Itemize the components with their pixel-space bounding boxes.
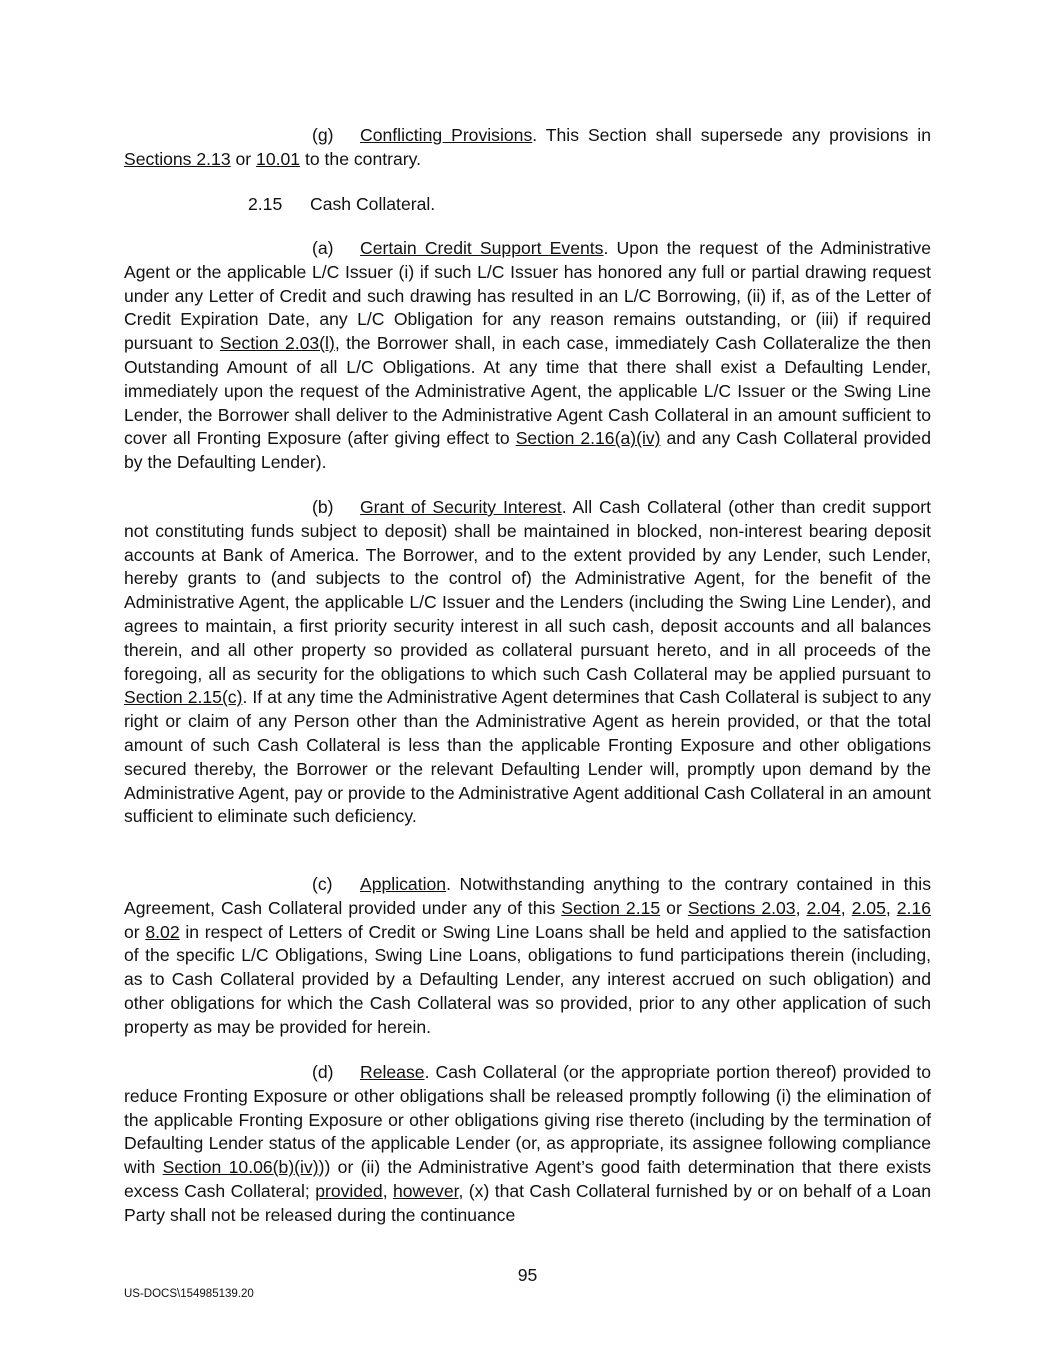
paragraph-caption: Conflicting Provisions — [360, 125, 533, 145]
paragraph-text: to the contrary. — [300, 148, 422, 169]
section-reference: Section 2.16(a)(iv) — [515, 428, 661, 449]
section-reference: Sections 2.03 — [687, 897, 796, 918]
paragraph-number: (d) — [312, 1062, 334, 1082]
paragraph-a — [124, 237, 931, 475]
section-number: 2.15 — [248, 194, 283, 214]
section-heading — [248, 193, 435, 217]
paragraph-text: )) or (ii) the Administrative Agent’s good faith determination that there exists excess Cash Collateral; — [124, 1157, 931, 1201]
paragraph-text: , (x) that Cash Collateral furnished by or on behalf of a Loan Party shall not be released during the continuance — [124, 1180, 931, 1225]
paragraph-number: (c) — [312, 874, 333, 894]
paragraph-caption: Application — [360, 874, 447, 894]
paragraph-caption: Certain Credit Support Events — [360, 238, 604, 258]
section-reference: Sections 2.13 — [124, 148, 231, 169]
section-reference: Section 10.06(b)(iv) — [162, 1157, 319, 1178]
section-title: Cash Collateral. — [310, 194, 436, 214]
document-id: US-DOCS\154985139.20 — [124, 1288, 254, 1300]
emphasis-term: provided — [315, 1180, 383, 1201]
paragraph-text: . This Section shall supersede any provisions in — [532, 125, 931, 145]
paragraph-caption: Release — [360, 1062, 425, 1082]
paragraph-g — [124, 124, 931, 172]
section-reference: Section 2.03(l) — [219, 333, 335, 354]
paragraph-text: . If at any time the Administrative Agent determines that Cash Collateral is subject to any right or claim of any Person other than the Administrative Agent as herein provided, or that the total amount of such Cash Collateral is less than the applicable Fronting Exposure and other obligations secured thereby, the Borrower or the relevant Defaulting Lender will, promptly upon demand by the Administrative Agent, pay or provide to the Administrative Agent additional Cash Collateral in an amount sufficient to eliminate such deficiency. — [124, 687, 931, 827]
paragraph-text: , — [840, 897, 852, 918]
section-reference: 8.02 — [145, 921, 180, 942]
paragraph-caption: Grant of Security Interest — [360, 497, 562, 517]
page-number: 95 — [517, 1265, 538, 1285]
paragraph-text: or — [230, 148, 257, 169]
section-reference: Section 2.15 — [561, 897, 661, 918]
section-reference: 10.01 — [256, 148, 301, 169]
paragraph-text: . Upon the request of the Administrative Agent or the applicable L/C Issuer (i) if such L/C Issuer has honored any full or partial drawing request under any Letter of Credit and such drawing has resulted in an L/C Borrowing, (ii) if, as of the Letter of Credit Expiration Date, any L/C Obligation for any reason remains outstanding, or (iii) if required pursuant to — [124, 238, 932, 354]
paragraph-d — [124, 1061, 931, 1228]
paragraph-text: , — [885, 897, 897, 918]
paragraph-b — [124, 496, 931, 829]
paragraph-text: and any Cash Collateral provided by the Defaulting Lender). — [124, 428, 931, 473]
paragraph-text: , the Borrower shall, in each case, immediately Cash Collateralize the then Outstanding Amount of all L/C Obligations. At any time that there shall exist a Defaulting Lender, immediately upon the request of the Administrative Agent, the applicable L/C Issuer or the Swing Line Lender, the Borrower shall deliver to the Administrative Agent Cash Collateral in an amount sufficient to cover all Fronting Exposure (after giving effect to — [124, 333, 931, 449]
paragraph-text: or — [124, 921, 146, 942]
paragraph-text: in respect of Letters of Credit or Swing Line Loans shall be held and applied to the satisfaction of the specific L/C Obligations, Swing Line Loans, obligations to fund participations therein (including, as to Cash Collateral provided by a Defaulting Lender, any interest accrued on such obligation) and other obligations for which the Cash Collateral was so provided, prior to any other application of such property as may be provided for herein. — [124, 921, 931, 1037]
paragraph-number: (b) — [312, 497, 334, 517]
paragraph-text: . Cash Collateral (or the appropriate portion thereof) provided to reduce Fronting Exposure or other obligations shall be released promptly following (i) the elimination of the applicable Fronting Exposure or other obligations giving rise thereto (including by the termination of Defaulting Lender status of the applicable Lender (or, as appropriate, its assignee following compliance with — [124, 1062, 931, 1178]
paragraph-c — [124, 873, 931, 1040]
paragraph-text: or — [660, 897, 688, 918]
paragraph-text: . Notwithstanding anything to the contrary contained in this Agreement, Cash Collateral provided under any of this — [124, 874, 931, 918]
section-reference: 2.16 — [896, 897, 931, 918]
section-reference: 2.05 — [851, 897, 886, 918]
paragraph-text: , — [795, 897, 807, 918]
paragraph-text: , — [382, 1180, 393, 1201]
section-reference: 2.04 — [806, 897, 841, 918]
section-reference: Section 2.15(c) — [124, 687, 243, 708]
paragraph-number: (g) — [312, 125, 334, 145]
paragraph-text: . All Cash Collateral (other than credit support not constituting funds subject to deposit) shall be maintained in blocked, non-interest bearing deposit accounts at Bank of America. The Borrower, and to the extent provided by any Lender, such Lender, hereby grants to (and subjects to the control of) the Administrative Agent, for the benefit of the Administrative Agent, the applicable L/C Issuer and the Lenders (including the Swing Line Lender), and agrees to maintain, a first priority security interest in all such cash, deposit accounts and all balances therein, and all other property so provided as collateral pursuant hereto, and in all proceeds of the foregoing, all as security for the obligations to which such Cash Collateral may be applied pursuant to — [124, 497, 931, 684]
paragraph-number: (a) — [312, 238, 334, 258]
emphasis-term: however — [392, 1180, 459, 1201]
